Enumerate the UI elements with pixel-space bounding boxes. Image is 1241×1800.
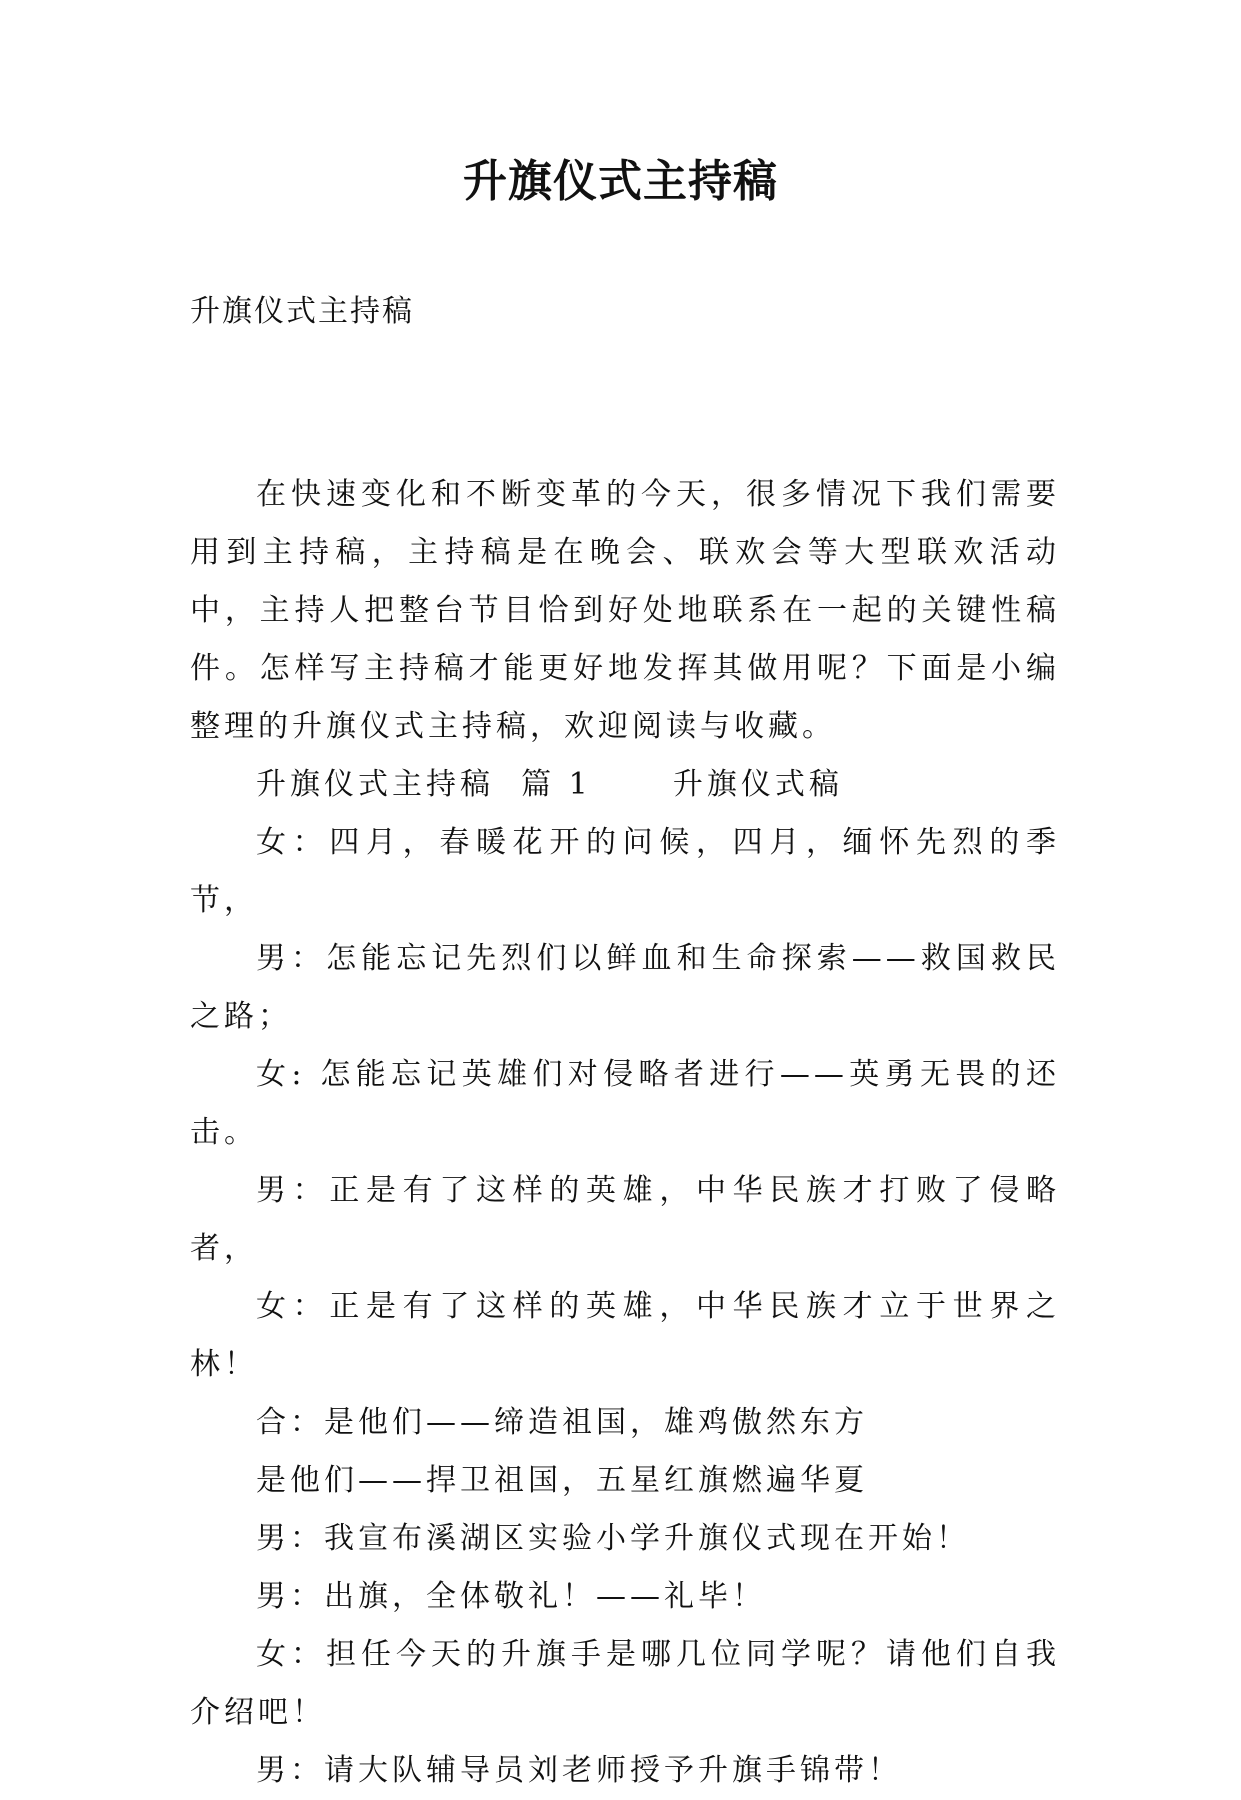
script-line: 女：正是有了这样的英雄，中华民族才立于世界之林！ [190, 1289, 1060, 1382]
script-line: 男：我宣布溪湖区实验小学升旗仪式现在开始！ [256, 1521, 970, 1556]
document-subtitle: 升旗仪式主持稿 [190, 294, 414, 329]
script-line: 男：怎能忘记先烈们以鲜血和生命探索——救国救民之路； [190, 941, 1060, 1034]
section-heading: 升旗仪式主持稿 篇 1 升旗仪式稿 [256, 767, 843, 802]
script-line: 男：请大队辅导员刘老师授予升旗手锦带！ [256, 1753, 902, 1788]
script-line: 是他们——捍卫祖国，五星红旗燃遍华夏 [256, 1463, 868, 1498]
document-body [190, 466, 1060, 1800]
script-line: 合：是他们——缔造祖国，雄鸡傲然东方 [256, 1405, 868, 1440]
script-line: 男：出旗，全体敬礼！——礼毕！ [256, 1579, 766, 1614]
script-line: 男：正是有了这样的英雄，中华民族才打败了侵略者， [190, 1173, 1060, 1266]
document-title: 升旗仪式主持稿 [463, 156, 778, 207]
script-line: 女: 怎能忘记英雄们对侵略者进行——英勇无畏的还击。 [190, 1057, 1060, 1150]
script-line: 女：四月，春暖花开的问候，四月，缅怀先烈的季节， [190, 825, 1060, 918]
script-line: 女：担任今天的升旗手是哪几位同学呢？请他们自我介绍吧！ [190, 1637, 1060, 1730]
intro-paragraph: 在快速变化和不断变革的今天，很多情况下我们需要用到主持稿，主持稿是在晚会、联欢会等大型联欢活动中，主持人把整台节目恰到好处地联系在一起的关键性稿件。怎样写主持稿才能更好地发挥其做用呢？下面是小编整理的升旗仪式主持稿，欢迎阅读与收藏。 [190, 477, 1060, 744]
